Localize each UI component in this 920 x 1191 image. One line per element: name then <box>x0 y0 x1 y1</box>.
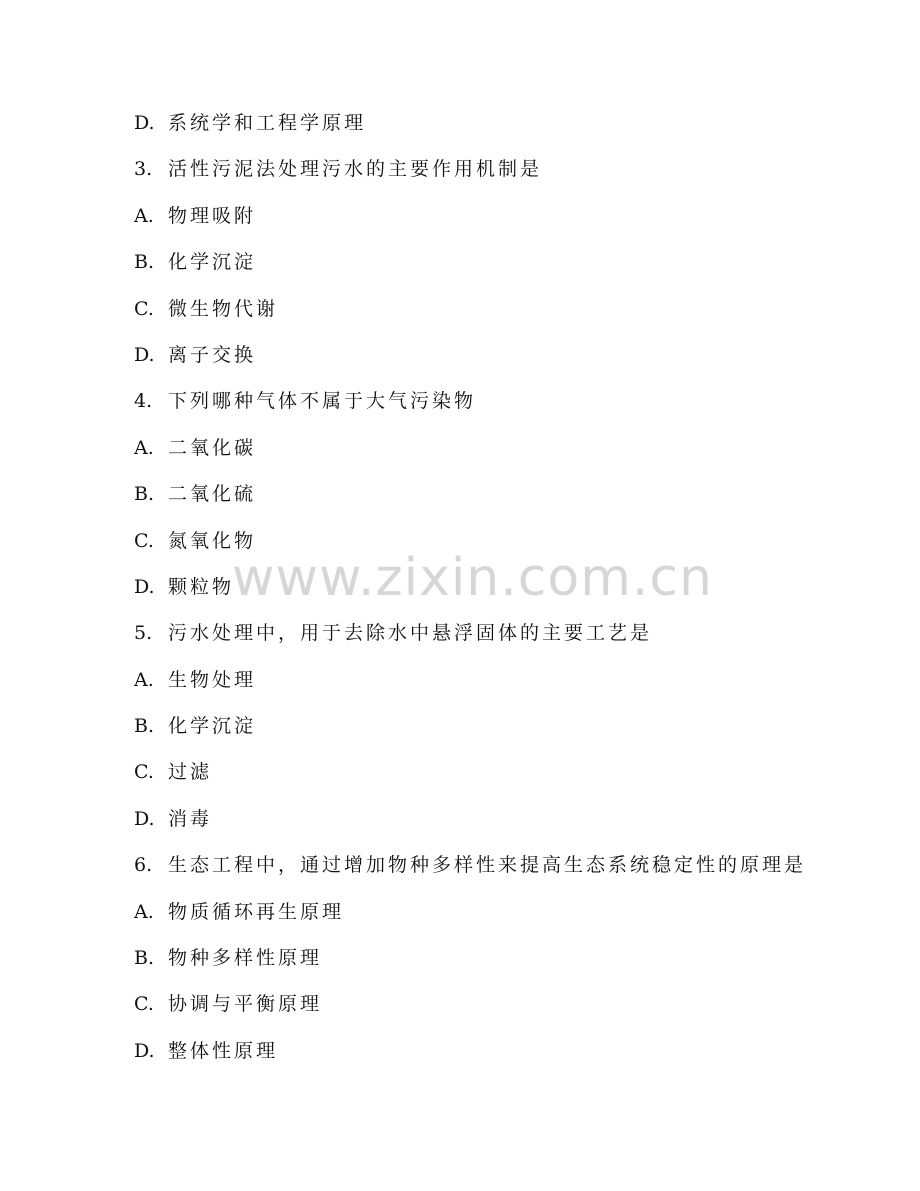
question-4 <box>134 386 874 432</box>
option-c <box>134 294 874 340</box>
option-text: 协调与平衡原理 <box>168 993 323 1016</box>
option-b <box>134 711 874 757</box>
question-6 <box>134 850 874 896</box>
option-a <box>134 201 874 247</box>
option-label: D. <box>134 343 155 366</box>
option-text: 生物处理 <box>168 668 257 691</box>
option-label: A. <box>134 436 154 459</box>
option-d <box>134 340 874 386</box>
question-number: 4. <box>134 390 153 413</box>
option-text: 颗粒物 <box>168 575 235 598</box>
option-a <box>134 665 874 711</box>
option-text: 离子交换 <box>168 343 257 366</box>
option-label: C. <box>134 297 154 320</box>
question-number: 6. <box>134 854 153 877</box>
option-text: 氮氧化物 <box>168 529 257 552</box>
question-3 <box>134 154 874 200</box>
option-b <box>134 479 874 525</box>
option-b <box>134 943 874 989</box>
option-text: 化学沉淀 <box>168 251 257 274</box>
option-label: B. <box>134 947 155 970</box>
option-label: C. <box>134 761 154 784</box>
option-d <box>134 1036 874 1082</box>
option-label: D. <box>134 1039 155 1062</box>
option-label: A. <box>134 204 154 227</box>
watermark: www.zixin.com.cn <box>232 548 713 608</box>
option-label: D. <box>134 112 155 134</box>
option-text: 整体性原理 <box>168 1039 279 1062</box>
option-label: A. <box>134 900 154 923</box>
option-text: 消毒 <box>168 807 213 830</box>
option-d <box>134 804 874 850</box>
question-number: 3. <box>134 158 153 181</box>
option-text: 物理吸附 <box>168 204 257 227</box>
option-text: 微生物代谢 <box>168 297 279 320</box>
question-text: 活性污泥法处理污水的主要作用机制是 <box>168 158 543 181</box>
option-label: C. <box>134 529 154 552</box>
option-label: D. <box>134 807 155 830</box>
option-label: D. <box>134 575 155 598</box>
option-label: B. <box>134 251 155 274</box>
question-text: 生态工程中，通过增加物种多样性来提高生态系统稳定性的原理是 <box>168 854 807 877</box>
option-text: 二氧化碳 <box>168 436 257 459</box>
question-text: 污水处理中，用于去除水中悬浮固体的主要工艺是 <box>168 622 653 645</box>
option-label: B. <box>134 483 155 506</box>
option-a <box>134 897 874 943</box>
option-c <box>134 989 874 1035</box>
option-text: 物种多样性原理 <box>168 947 323 970</box>
option-text: 物质循环再生原理 <box>168 900 345 923</box>
option-label: A. <box>134 668 154 691</box>
option-d <box>134 108 874 154</box>
option-b <box>134 247 874 293</box>
option-label: C. <box>134 993 154 1016</box>
option-text: 化学沉淀 <box>168 715 257 738</box>
option-c <box>134 757 874 803</box>
question-number: 5. <box>134 622 153 645</box>
option-text: 二氧化硫 <box>168 483 257 506</box>
option-label: B. <box>134 715 155 738</box>
option-text: 过滤 <box>168 761 213 784</box>
question-text: 下列哪种气体不属于大气污染物 <box>168 390 477 413</box>
option-a <box>134 433 874 479</box>
option-text: 系统学和工程学原理 <box>168 112 367 134</box>
question-5 <box>134 618 874 664</box>
